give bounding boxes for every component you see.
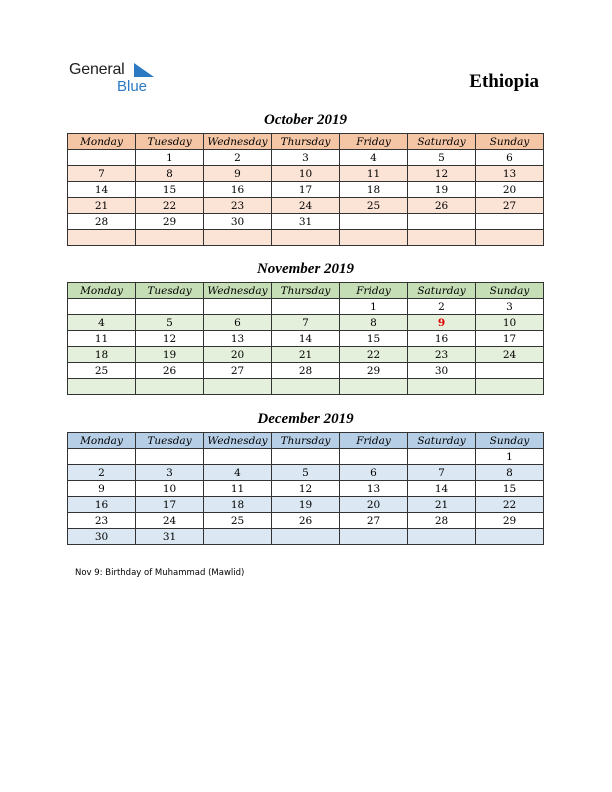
weekday-header: Saturday [408, 283, 476, 299]
day-cell: 19 [408, 182, 476, 198]
calendar-november [67, 282, 544, 395]
day-cell: 18 [340, 182, 408, 198]
weekday-header: Sunday [476, 283, 544, 299]
day-cell: 28 [68, 214, 136, 230]
day-cell [68, 379, 136, 395]
day-cell: 18 [204, 497, 272, 513]
weekday-header: Tuesday [136, 283, 204, 299]
holiday-day-cell: 9 [408, 315, 476, 331]
day-cell [136, 299, 204, 315]
weekday-header: Sunday [476, 134, 544, 150]
general-blue-logo [69, 61, 169, 97]
week-row [68, 299, 544, 315]
day-cell: 29 [476, 513, 544, 529]
day-cell: 6 [476, 150, 544, 166]
day-cell: 13 [204, 331, 272, 347]
week-row [68, 331, 544, 347]
day-cell: 22 [476, 497, 544, 513]
day-cell: 29 [340, 363, 408, 379]
day-cell: 20 [340, 497, 408, 513]
day-cell: 6 [340, 465, 408, 481]
week-row [68, 150, 544, 166]
week-row [68, 182, 544, 198]
day-cell: 16 [408, 331, 476, 347]
weekday-header: Monday [68, 283, 136, 299]
month-title-november: November 2019 [256, 261, 355, 277]
day-cell [408, 214, 476, 230]
day-cell: 9 [68, 481, 136, 497]
day-cell [204, 299, 272, 315]
day-cell: 27 [204, 363, 272, 379]
day-cell: 2 [68, 465, 136, 481]
day-cell: 23 [204, 198, 272, 214]
day-cell: 1 [136, 150, 204, 166]
day-cell: 5 [136, 315, 204, 331]
day-cell: 26 [136, 363, 204, 379]
day-cell: 31 [136, 529, 204, 545]
day-cell [136, 449, 204, 465]
holiday-note: Nov 9: Birthday of Muhammad (Mawlid) [75, 568, 245, 578]
day-cell: 27 [340, 513, 408, 529]
day-cell [136, 230, 204, 246]
day-cell: 20 [204, 347, 272, 363]
day-cell: 19 [136, 347, 204, 363]
week-row [68, 529, 544, 545]
calendar-october [67, 133, 544, 246]
day-cell: 29 [136, 214, 204, 230]
day-cell: 21 [68, 198, 136, 214]
day-cell [340, 379, 408, 395]
day-cell: 26 [272, 513, 340, 529]
weekday-header: Thursday [272, 433, 340, 449]
day-cell [476, 230, 544, 246]
weekday-header-row [68, 283, 544, 299]
day-cell [272, 230, 340, 246]
day-cell [340, 529, 408, 545]
week-row [68, 214, 544, 230]
day-cell: 4 [340, 150, 408, 166]
week-row [68, 449, 544, 465]
day-cell: 10 [136, 481, 204, 497]
day-cell: 8 [476, 465, 544, 481]
day-cell: 14 [408, 481, 476, 497]
day-cell [476, 214, 544, 230]
day-cell: 17 [272, 182, 340, 198]
day-cell: 6 [204, 315, 272, 331]
day-cell [136, 379, 204, 395]
day-cell [476, 529, 544, 545]
week-row [68, 363, 544, 379]
day-cell: 25 [204, 513, 272, 529]
weekday-header: Friday [340, 134, 408, 150]
weekday-header: Tuesday [136, 134, 204, 150]
day-cell: 11 [340, 166, 408, 182]
weekday-header: Thursday [272, 134, 340, 150]
day-cell: 8 [340, 315, 408, 331]
day-cell: 28 [408, 513, 476, 529]
day-cell: 21 [272, 347, 340, 363]
day-cell: 1 [340, 299, 408, 315]
week-row [68, 379, 544, 395]
day-cell: 18 [68, 347, 136, 363]
day-cell: 3 [272, 150, 340, 166]
day-cell: 22 [340, 347, 408, 363]
week-row [68, 513, 544, 529]
day-cell: 1 [476, 449, 544, 465]
day-cell [68, 299, 136, 315]
week-row [68, 230, 544, 246]
weekday-header: Wednesday [204, 134, 272, 150]
day-cell: 23 [408, 347, 476, 363]
logo-triangle-icon [134, 63, 154, 77]
day-cell: 17 [136, 497, 204, 513]
day-cell: 17 [476, 331, 544, 347]
day-cell: 28 [272, 363, 340, 379]
day-cell [272, 299, 340, 315]
day-cell: 20 [476, 182, 544, 198]
day-cell: 3 [136, 465, 204, 481]
weekday-header-row [68, 134, 544, 150]
day-cell [340, 214, 408, 230]
day-cell: 4 [204, 465, 272, 481]
week-row [68, 315, 544, 331]
day-cell [68, 230, 136, 246]
weekday-header-row [68, 433, 544, 449]
day-cell: 25 [68, 363, 136, 379]
weekday-header: Thursday [272, 283, 340, 299]
day-cell: 24 [136, 513, 204, 529]
day-cell [476, 379, 544, 395]
weekday-header: Saturday [408, 134, 476, 150]
day-cell: 7 [272, 315, 340, 331]
month-title-december: December 2019 [257, 411, 354, 427]
day-cell: 25 [340, 198, 408, 214]
day-cell [408, 230, 476, 246]
calendar-december [67, 432, 544, 545]
day-cell: 12 [136, 331, 204, 347]
day-cell: 13 [340, 481, 408, 497]
day-cell: 16 [204, 182, 272, 198]
month-title-october: October 2019 [264, 112, 347, 128]
logo-general-text: General [69, 61, 125, 78]
day-cell: 24 [272, 198, 340, 214]
day-cell [340, 230, 408, 246]
day-cell [272, 449, 340, 465]
day-cell: 14 [272, 331, 340, 347]
day-cell: 7 [408, 465, 476, 481]
day-cell: 5 [408, 150, 476, 166]
weekday-header: Monday [68, 433, 136, 449]
weekday-header: Friday [340, 283, 408, 299]
day-cell: 11 [68, 331, 136, 347]
week-row [68, 497, 544, 513]
day-cell: 4 [68, 315, 136, 331]
weekday-header: Sunday [476, 433, 544, 449]
day-cell [408, 449, 476, 465]
day-cell: 30 [408, 363, 476, 379]
day-cell: 30 [204, 214, 272, 230]
day-cell: 10 [476, 315, 544, 331]
day-cell: 2 [408, 299, 476, 315]
country-title: Ethiopia [469, 71, 539, 92]
day-cell: 19 [272, 497, 340, 513]
day-cell [204, 230, 272, 246]
day-cell [272, 379, 340, 395]
day-cell: 10 [272, 166, 340, 182]
day-cell: 30 [68, 529, 136, 545]
day-cell: 13 [476, 166, 544, 182]
day-cell: 15 [136, 182, 204, 198]
day-cell [204, 449, 272, 465]
day-cell [476, 363, 544, 379]
week-row [68, 198, 544, 214]
weekday-header: Saturday [408, 433, 476, 449]
day-cell: 24 [476, 347, 544, 363]
day-cell: 14 [68, 182, 136, 198]
day-cell: 15 [476, 481, 544, 497]
day-cell: 27 [476, 198, 544, 214]
week-row [68, 465, 544, 481]
day-cell [272, 529, 340, 545]
weekday-header: Monday [68, 134, 136, 150]
day-cell: 7 [68, 166, 136, 182]
day-cell [68, 449, 136, 465]
day-cell: 8 [136, 166, 204, 182]
day-cell: 22 [136, 198, 204, 214]
day-cell [204, 379, 272, 395]
day-cell: 3 [476, 299, 544, 315]
day-cell: 12 [272, 481, 340, 497]
weekday-header: Tuesday [136, 433, 204, 449]
weekday-header: Wednesday [204, 283, 272, 299]
logo-blue-text: Blue [117, 78, 148, 95]
day-cell: 23 [68, 513, 136, 529]
day-cell: 31 [272, 214, 340, 230]
day-cell: 5 [272, 465, 340, 481]
day-cell: 16 [68, 497, 136, 513]
day-cell [204, 529, 272, 545]
day-cell: 21 [408, 497, 476, 513]
day-cell [408, 529, 476, 545]
day-cell [340, 449, 408, 465]
weekday-header: Friday [340, 433, 408, 449]
day-cell [408, 379, 476, 395]
day-cell: 12 [408, 166, 476, 182]
week-row [68, 481, 544, 497]
day-cell: 11 [204, 481, 272, 497]
day-cell: 26 [408, 198, 476, 214]
day-cell [68, 150, 136, 166]
day-cell: 9 [204, 166, 272, 182]
week-row [68, 166, 544, 182]
day-cell: 15 [340, 331, 408, 347]
week-row [68, 347, 544, 363]
weekday-header: Wednesday [204, 433, 272, 449]
day-cell: 2 [204, 150, 272, 166]
